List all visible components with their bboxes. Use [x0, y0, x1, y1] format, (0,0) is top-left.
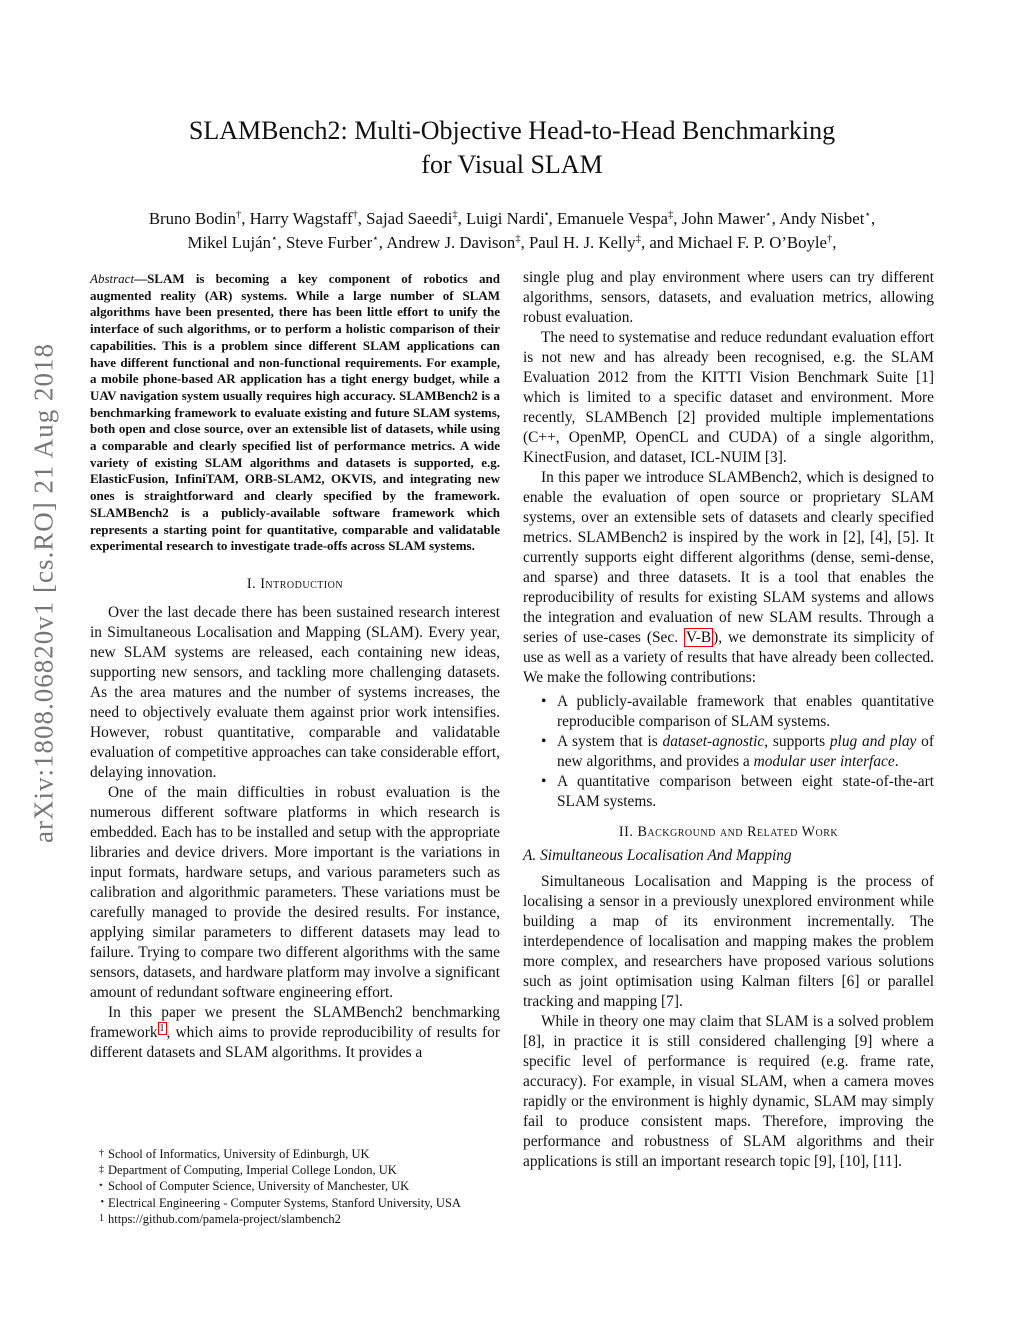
- contribution-list: [523, 692, 934, 812]
- abstract: Abstract—SLAM is becoming a key component of robotics and augmented reality (AR) systems. While a large number of SLAM algorithms have been presented, there has been little effort to unify the interface of such algorithms, or to perform a holistic comparison of their capabilities. This is a problem since different SLAM applications can have different functional and non-functional requirements. For example, a mobile phone-based AR application has a tight energy budget, while a UAV navigation system usually requires high accuracy. SLAMBench2 is a benchmarking framework to evaluate existing and future SLAM systems, both open and close source, over an extensible list of datasets, while using a comparable and clearly specified list of performance metrics. A wide variety of existing SLAM algorithms and datasets is supported, e.g. ElasticFusion, InfiniTAM, ORB-SLAM2, OKVIS, and integrating new ones is straightforward and clearly specified by the framework. SLAMBench2 is a publicly-available software framework which represents a starting point for quantitative, comparable and validatable experimental research to investigate trade-offs across SLAM systems.: [90, 271, 500, 554]
- author-name: Bruno Bodin: [148, 209, 237, 228]
- author-name: Harry Wagstaff: [249, 209, 353, 228]
- paper-title: [112, 114, 912, 182]
- paragraph: While in theory one may claim that SLAM is a solved problem [8], in practice it is still considered challenging [9] where a specific level of performance is required (e.g. frame rate, accuracy). For example, in visual SLAM, when a camera moves rapidly or the environment is highly dynamic, SLAM may simply fail to produce consistent maps. Therefore, improving the performance and robustness of SLAM algorithms and their applications is still an important research topic [9], [10], [11].: [523, 1013, 934, 1170]
- author-name: Emanuele Vespa: [556, 209, 668, 228]
- author-list: [80, 207, 944, 255]
- footnotes: [90, 1146, 510, 1227]
- affiliation-mark: ‡: [667, 209, 674, 221]
- subsection-heading: A. Simultaneous Localisation And Mapping: [523, 847, 792, 864]
- footnote: ⋆ School of Computer Science, University of Manchester, UK: [97, 1179, 410, 1194]
- paragraph: In this paper we introduce SLAMBench2, which is designed to enable the evaluation of open source or proprietary SLAM systems, over an extensible sets of datasets and clearly specified metrics. SLAMBench2 is inspired by the work in [2], [4], [5]. It currently supports eight different algorithms (dense, semi-dense, and sparse) and three datasets. It is a tool that enables the reproducibility of results for existing SLAM systems and allows the integration and evaluation of new SLAM results. Through a series of use-cases (Sec. V-B ), we demonstrate its simplicity of use as well as a variety of results that have already been collected. We make the following contributions:: [523, 469, 934, 686]
- affiliation-mark: †: [352, 209, 358, 221]
- paragraph: In this paper we present the SLAMBench2 benchmarking framework $^1$ , which aims to provide reproducibility of results for different datasets and SLAM algorithms. It provides a: [90, 1003, 500, 1061]
- author-name: Luigi Nardi: [466, 209, 545, 228]
- affiliation-mark: ⋆: [765, 209, 772, 221]
- affiliation-mark: ‡: [635, 233, 641, 245]
- author-name: Sajad Saeedi: [366, 209, 453, 228]
- section-link[interactable]: V-B: [686, 629, 712, 646]
- author-name: Michael F. P. O’Boyle: [677, 233, 827, 252]
- author-name: Paul H. J. Kelly: [528, 233, 636, 252]
- author-name: John Mawer: [681, 209, 766, 228]
- footnote: † School of Informatics, University of Edinburgh, UK: [99, 1147, 370, 1161]
- author-name: Mikel Luján: [187, 233, 271, 252]
- affiliation-mark: ⋆: [372, 233, 379, 245]
- footnote-link[interactable]: 1: [159, 1022, 165, 1034]
- arxiv-sidebar: [22, 238, 66, 948]
- affiliation-mark: •: [544, 209, 549, 221]
- abstract-label: Abstract: [90, 271, 135, 286]
- paragraph: Simultaneous Localisation and Mapping is the process of localising a sensor in a previously unexplored environment while building a map of its environment incrementally. The interdependence of localisation and mapping makes the problem more complex, and researchers have proposed various solutions such as joint optimisation using Kalman filters [6] or parallel tracking and mapping [7].: [523, 873, 934, 1010]
- footnote: • Electrical Engineering - Computer Systems, Stanford University, USA: [100, 1195, 461, 1210]
- section-heading-background: II. Background and Related Work: [618, 824, 839, 840]
- right-column: [523, 268, 934, 1172]
- author-name: Steve Furber: [285, 233, 373, 252]
- paragraph: single plug and play environment where users can try different algorithms, sensors, datasets, and evaluation metrics, allowing robust evaluation.: [523, 269, 934, 326]
- title-line-1: SLAMBench2: Multi-Objective Head-to-Head Benchmarking: [188, 116, 836, 145]
- paragraph: One of the main difficulties in robust evaluation is the numerous different software platforms in which research is embedded. Each has to be installed and setup with the appropriate libraries and device drivers. More important is the variations in input formats, hardware setups, and various parameters such as calibration and algorithmic parameters. These variations must be carefully managed to provide the desired results. For instance, applying similar parameters to different datasets may lead to failure. Trying to compare two different algorithms with the same sensors, datasets, and hardware platform may involve a significant amount of redundant software engineering effort.: [90, 783, 500, 1001]
- affiliation-mark: ⋆: [270, 233, 278, 245]
- author-name: Andrew J. Davison: [386, 233, 516, 252]
- affiliation-mark: ‡: [452, 209, 458, 221]
- title-line-2: for Visual SLAM: [421, 150, 603, 179]
- author-line-1: Bruno Bodin†, Harry Wagstaff†, Sajad Saeedi‡, Luigi Nardi•, Emanuele Vespa‡, John Mawer⋆, Andy Nisbet⋆,: [148, 209, 876, 228]
- left-column: [90, 271, 500, 1063]
- author-name: Andy Nisbet: [779, 209, 865, 228]
- list-item: • A system that is dataset-agnostic, supports plug and play of new algorithms, and provides a modular user interface.: [541, 732, 934, 772]
- footnote: ‡ Department of Computing, Imperial College London, UK: [99, 1163, 397, 1178]
- author-line-2: Mikel Luján⋆, Steve Furber⋆, Andrew J. Davison‡, Paul H. J. Kelly‡, and Michael F. P. O’Boyle†,: [187, 233, 837, 252]
- abstract-text: SLAM is becoming a key component of robotics and augmented reality (AR) systems. While a large number of SLAM algorithms have been presented, there has been little effort to unify the interface of such algorithms, or to perform a holistic comparison of their capabilities. This is a problem since different SLAM applications can have different functional and non-functional requirements. For example, a mobile phone-based AR application has a tight energy budget, while a UAV navigation system usually requires high accuracy. SLAMBench2 is a benchmarking framework to evaluate existing and future SLAM systems, both open and close source, over an extensible list of datasets, while using a comparable and clearly specified list of performance metrics. A wide variety of existing SLAM algorithms and datasets is supported, e.g. ElasticFusion, InfiniTAM, ORB-SLAM2, OKVIS, and integrating new ones is straightforward and clearly specified by the framework. SLAMBench2 is a publicly-available software framework which represents a starting point for quantitative, comparable and validatable experimental research to investigate trade-offs across SLAM systems.: [90, 271, 500, 554]
- list-item: • A publicly-available framework that enables quantitative reproducible comparison of SLAM systems.: [541, 692, 934, 732]
- affiliation-mark: †: [236, 209, 242, 221]
- paragraph: The need to systematise and reduce redundant evaluation effort is not new and has already been recognised, e.g. the SLAM Evaluation 2012 from the KITTI Vision Benchmark Suite [1] which is limited to a specific dataset and environment. More recently, SLAMBench [2] provided multiple implementations (C++, OpenMP, OpenCL and CUDA) of a single algorithm, KinectFusion, and dataset, ICL-NUIM [3].: [523, 329, 934, 466]
- affiliation-mark: ‡: [515, 233, 521, 245]
- paragraph: Over the last decade there has been sustained research interest in Simultaneous Localisation and Mapping (SLAM). Every year, new SLAM systems are released, each containing new ideas, supporting new sensors, and tackling more challenging datasets. As the area matures and the number of systems increases, the need to objectively evaluate them against prior work intensifies. However, robust quantitative, comparable and validatable evaluation of competitive approaches can take considerable effort, delaying innovation.: [90, 603, 500, 781]
- arxiv-identifier: arXiv:1808.06820v1 [cs.RO] 21 Aug 2018: [28, 343, 59, 843]
- footnote: 1 https://github.com/pamela-project/slambench2: [99, 1211, 341, 1226]
- list-item: • A quantitative comparison between eight state-of-the-art SLAM systems.: [541, 772, 934, 812]
- affiliation-mark: ⋆: [864, 209, 871, 221]
- affiliation-mark: †: [827, 233, 833, 245]
- section-heading-introduction: I. Introduction: [246, 575, 344, 592]
